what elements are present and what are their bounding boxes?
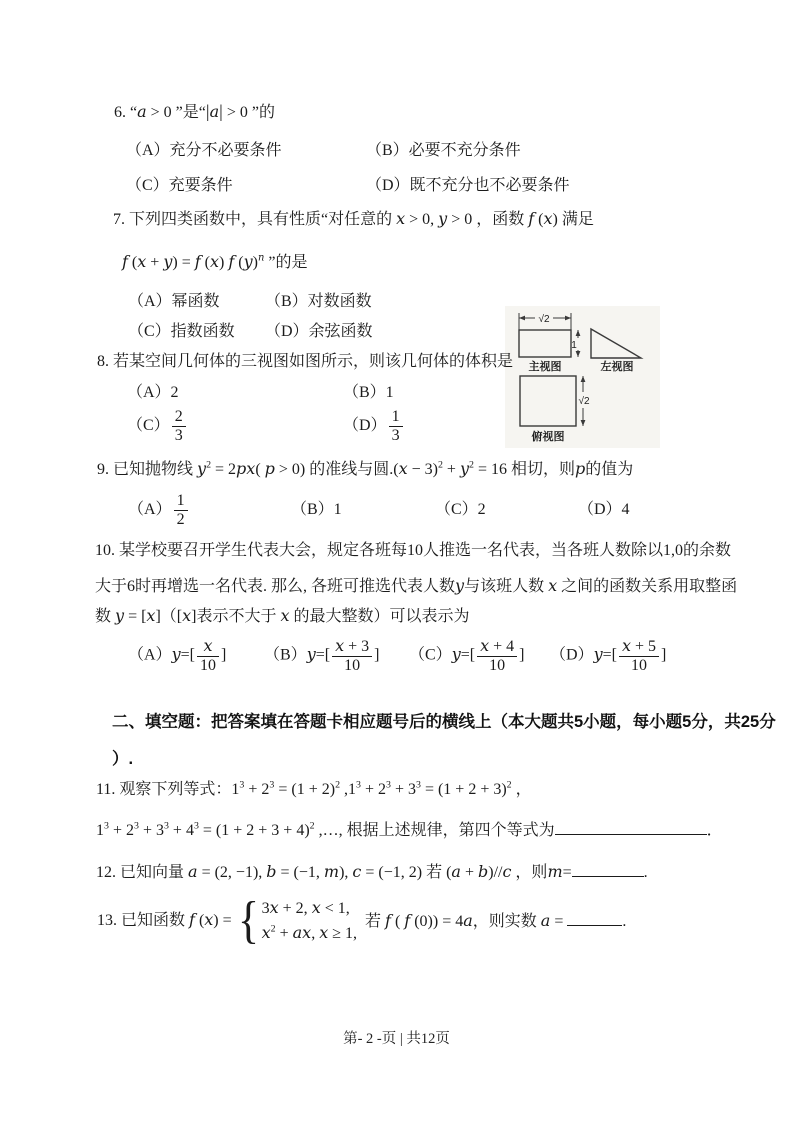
- page-footer: 第- 2 -页 | 共12页: [343, 1031, 450, 1047]
- side-view-label: 左视图: [600, 361, 634, 373]
- curly-brace: {: [237, 891, 259, 949]
- option-10c: （C）y=[ $\frac{x + 4}{10}$ ]: [409, 636, 525, 674]
- question-9-stem: 9. 已知抛物线 $y^2 = 2px$( p > 0) 的准线与圆$.(x - 3)^2 + y^2 = 16$ 相切，则p的值为: [97, 459, 634, 478]
- option-6d: （D）既不充分也不必要条件: [366, 177, 570, 194]
- section-2-title-line-2: ）.: [112, 750, 134, 768]
- option-6a: （A）充分不必要条件: [126, 142, 282, 159]
- question-10-line-3: 数 y = [x]（[x]表示不大于 x 的最大整数）可以表示为: [95, 606, 470, 625]
- front-view-label: 主视图: [528, 361, 562, 373]
- question-8-stem: 8. 若某空间几何体的三视图如图所示，则该几何体的体积是: [97, 353, 514, 370]
- top-view-square: [520, 376, 576, 426]
- question-13-row: [97, 891, 627, 949]
- option-9b: （B）1: [291, 501, 342, 518]
- top-height-dimension: √2: [578, 396, 590, 407]
- piecewise-cases: [262, 896, 357, 946]
- question-11-line-2: $1^3 + 2^3 + 3^3 + 4^3 = (1 + 2 + 3 + 4)^2$ ,…, 根据上述规律，第四个等式为 ．: [96, 818, 723, 842]
- question-7-options-row-1: [128, 292, 372, 313]
- question-13-prefix: 13. 已知函数 f (x) =: [97, 910, 232, 930]
- option-8d: （D） $\frac{1}{3}$: [343, 408, 405, 445]
- piecewise-case-1: 3x + 2, x < 1,: [261, 898, 350, 917]
- question-13-suffix: 若 f ( f (0)) = 4a，则实数 a = .: [365, 911, 627, 931]
- side-view-triangle: [591, 329, 641, 358]
- question-6-stem: 6. “a > 0 ”是“|a| > 0 ”的: [114, 101, 275, 121]
- option-6c: （C）充要条件: [126, 177, 233, 194]
- option-6b: （B）必要不充分条件: [366, 142, 521, 159]
- front-width-dimension: √2: [538, 314, 550, 325]
- option-8b: （B）1: [343, 384, 394, 401]
- question-11-line-1: 11. 观察下列等式：$1^3 + 2^3 = (1 + 2)^2$ $,1^3 + 2^3 + 3^3 = (1 + 2 + 3)^2$ ，: [96, 779, 532, 798]
- three-view-figure-svg: [505, 306, 660, 448]
- section-2-title-line-1: 二、填空题：把答案填在答题卡相应题号后的横线上（本大题共5小题，每小题5分，共25分: [112, 713, 776, 731]
- front-height-dimension: 1: [571, 340, 577, 351]
- question-10-options-row: [128, 637, 666, 675]
- option-10d: （D）y=[ $\frac{x + 5}{10}$ ]: [550, 636, 667, 674]
- option-10a: （A）y=[ $\frac{x}{10}$ ]: [128, 636, 227, 674]
- option-7d: （D）余弦函数: [265, 323, 373, 340]
- question-10-line-1: 10. 某学校要召开学生代表大会，规定各班每10人推选一名代表，当各班人数除以1,0的余数: [95, 542, 732, 559]
- question-7-options-row-2: [128, 322, 373, 343]
- front-view-rect: [519, 330, 571, 357]
- question-7-formula: f (x + y) = f (x) f $(y)^n$ ”的是: [122, 252, 308, 271]
- question-8-options-row-1: [127, 383, 394, 404]
- question-6-options-row-2: [126, 176, 570, 197]
- option-8c: （C） $\frac{2}{3}$: [127, 408, 343, 445]
- option-8a: （A）2: [127, 384, 179, 401]
- option-9c: （C）2: [435, 501, 486, 518]
- piecewise-function: [232, 891, 358, 949]
- piecewise-case-2: $x^2$ + ax, x ≥ 1,: [261, 923, 358, 942]
- question-10-line-2: 大于6时再增选一名代表. 那么, 各班可推选代表人数y与该班人数 x 之间的函数关系用取整函: [95, 576, 738, 595]
- option-7b: （B）对数函数: [265, 293, 372, 310]
- question-7-stem: 7. 下列四类函数中，具有性质“对任意的 x > 0, y > 0 ，函数 f (x) 满足: [113, 209, 594, 228]
- three-view-figure: [505, 306, 660, 448]
- question-12-line: 12. 已知向量 a = (2, −1), b = (−1, m), c = (−1, 2) 若 (a + b)//c ，则m= .: [96, 862, 648, 881]
- option-7c: （C）指数函数: [128, 323, 235, 340]
- option-9a: （A） $\frac{1}{2}$: [128, 492, 291, 529]
- question-9-options-row: [128, 492, 630, 529]
- option-10b: （B）y=[ $\frac{x + 3}{10}$ ]: [264, 636, 380, 674]
- option-7a: （A）幂函数: [128, 293, 220, 310]
- question-8-options-row-2: [127, 408, 405, 445]
- question-6-options-row-1: [126, 141, 521, 162]
- option-9d: （D）4: [578, 501, 630, 518]
- top-view-label: 俯视图: [531, 431, 565, 443]
